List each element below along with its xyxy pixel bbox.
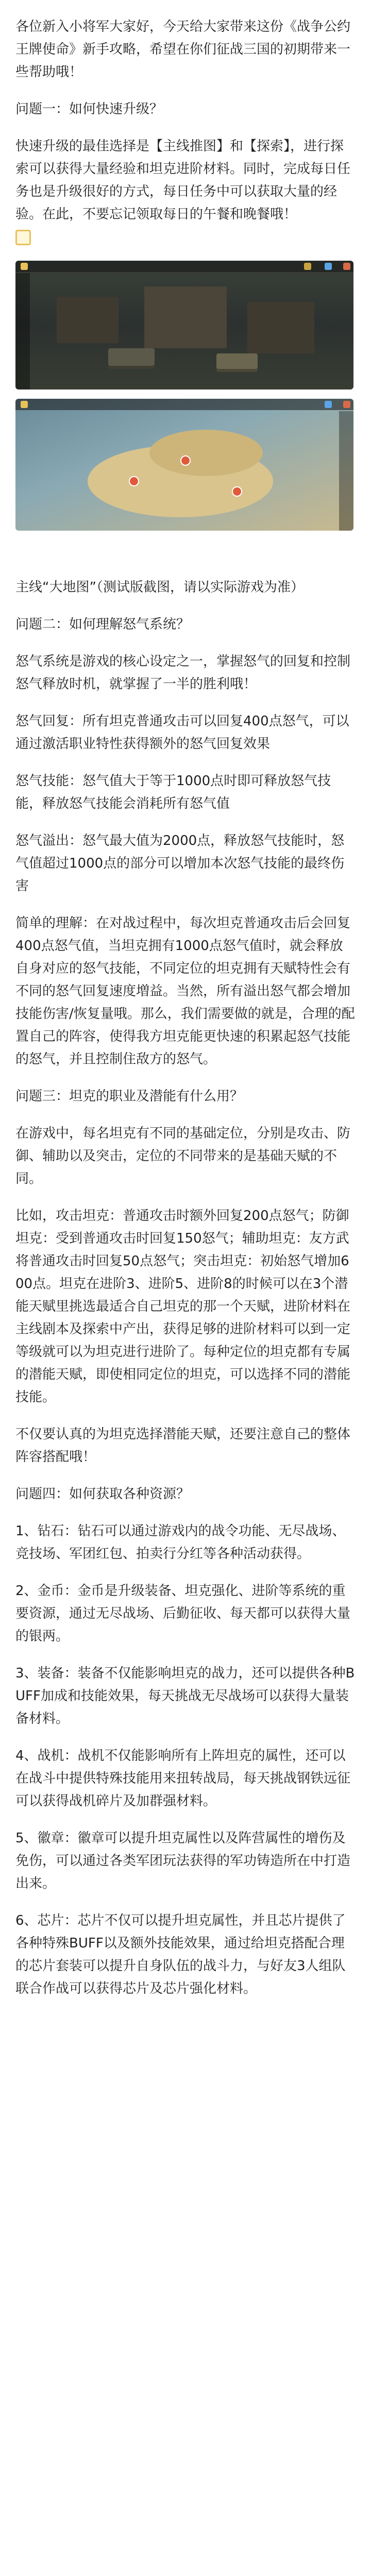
rage-summary: 简单的理解：在对战过程中，每次坦克普通攻击后会回复400点怒气值，当坦克拥有1000点怒气值时，就会释放自身对应的怒气技能，不同定位的坦克拥有天赋特性会有不同的怒气回复速度増益。当然，所有溢出怒气都会增加技能伤害/恢复量哦。那么，我们需要做的就是，合理的配置自己的阵容，使得我方坦克能更快速的积累起怒气技能的怒气，并且控制住敌方的怒气。 <box>15 916 355 1067</box>
resource-diamond: 1、钻石：钻石可以通过游戏内的战令功能、无尽战场、竞技场、军团红包、拍卖行分红等各种活动获得。 <box>15 1523 346 1562</box>
rage-intro: 怒气系统是游戏的核心设定之一，掌握怒气的回复和控制怒气释放时机，就掌握了一半的胜利哦！ <box>15 654 351 692</box>
hud-diamond-icon <box>325 263 332 270</box>
building-shape <box>144 286 227 348</box>
map-caption: 主线“大地图”（测试版截图，请以实际游戏为准） <box>15 580 304 595</box>
map-island <box>149 430 263 476</box>
lineup-tip: 不仅要认真的为坦克选择潜能天赋，还要注意自己的整体阵容搭配哦！ <box>15 1427 351 1465</box>
building-shape <box>247 302 314 353</box>
hud-fuel-icon <box>343 263 350 270</box>
map-stage-node[interactable] <box>232 486 242 497</box>
game-hud-bar <box>15 399 353 410</box>
intro-paragraph: 各位新入小将军大家好，今天给大家带来这份《战争公约王牌使命》新手攻略，希望在你们征战三国的初期带来一些帮助哦！ <box>15 19 351 80</box>
role-detail: 比如，攻击坦克：普通攻击时额外回复200点怒气；防御坦克：受到普通攻击时回复150怒气；辅助坦克：友方武将普通攻击时回复50点怒气；突击坦克：初始怒气增加600点。坦克在进阶3、进阶5、进阶8的时候可以在3个潜能天赋里挑选最适合自己坦克的那一个天赋，进阶材料在主线剧本及探索中产出，获得足够的进阶材料可以到一定等级就可以为坦克进行进阶了。每种定位的坦克都有专属的潜能天赋，即使相同定位的坦克，可以选择不同的潜能技能。 <box>15 1208 351 1405</box>
hud-diamond-icon <box>325 401 332 408</box>
map-stage-node[interactable] <box>129 476 139 486</box>
game-hud-bar <box>15 261 353 272</box>
role-intro: 在游戏中，每名坦克有不同的基础定位，分别是攻击、防御、辅助以及突击，定位的不同带来的是基础天赋的不同。 <box>15 1126 351 1187</box>
screenshot-base-scene[interactable] <box>15 261 353 389</box>
screenshot-main-map[interactable] <box>15 399 353 531</box>
resource-chip: 6、芯片：芯片不仅可以提升坦克属性，并且芯片提供了各种特殊BUFF以及额外技能效果，通过给坦克搭配合理的芯片套装可以提升自身队伍的战斗力，与好友3人组队联合作战可以获得芯片及芯片强化材料。 <box>15 1913 346 1996</box>
question-one-answer: 快速升级的最佳选择是【主线推图】和【探索】，进行探索可以获得大量经验和坦克进阶材料。同时，完成每日任务也是升级很好的方式，每日任务中可以获取大量的经验。在此，不要忘记领取每日的午餐和晚餐哦！ <box>15 139 351 222</box>
right-menu-strip <box>339 411 353 531</box>
question-one-heading: 问题一：如何快速升级？ <box>15 101 163 117</box>
hud-coin-icon <box>304 263 311 270</box>
question-four-heading: 问题四：如何获取各种资源？ <box>15 1486 190 1502</box>
question-three-heading: 问题三：坦克的职业及潜能有什么用？ <box>15 1089 244 1104</box>
left-menu-strip <box>15 273 30 389</box>
resource-aircraft: 4、战机：战机不仅能影响所有上阵坦克的属性，还可以在战斗中提供特殊技能用来扭转战局，每天挑战钢铁远征可以获得战机碎片及加群强材料。 <box>15 1748 351 1809</box>
smile-emoji-icon <box>15 230 31 245</box>
hud-avatar-icon <box>21 401 28 408</box>
hud-fuel-icon <box>343 401 350 408</box>
map-stage-node[interactable] <box>180 455 191 466</box>
tank-sprite <box>108 348 155 369</box>
rage-skill: 怒气技能：怒气值大于等于1000点时即可释放怒气技能，释放怒气技能会消耗所有怒气值 <box>15 773 331 811</box>
building-shape <box>57 297 119 343</box>
tank-sprite <box>216 353 258 372</box>
resource-equipment: 3、装备：装备不仅能影响坦克的战力，还可以提供各种BUFF加成和技能效果，每天挑战无尽战场可以获得大量装备材料。 <box>15 1666 355 1726</box>
rage-recovery: 怒气回复：所有坦克普通攻击可以回复400点怒气，可以通过激活职业特性获得额外的怒气回复效果 <box>15 714 349 752</box>
rage-overflow: 怒气溢出：怒气最大值为2000点，释放怒气技能时，怒气值超过1000点的部分可以增加本次怒气技能的最终伤害 <box>15 833 345 894</box>
resource-gold: 2、金币：金币是升级装备、坦克强化、进阶等系统的重要资源，通过无尽战场、后勤征收、每天都可以获得大量的银两。 <box>15 1583 351 1644</box>
hud-avatar-icon <box>21 263 28 270</box>
question-two-heading: 问题二：如何理解怒气系统？ <box>15 617 190 632</box>
resource-badge: 5、徽章：徽章可以提升坦克属性以及阵营属性的增伤及免伤，可以通过各类军团玩法获得的军功铸造所在中打造出来。 <box>15 1831 351 1891</box>
